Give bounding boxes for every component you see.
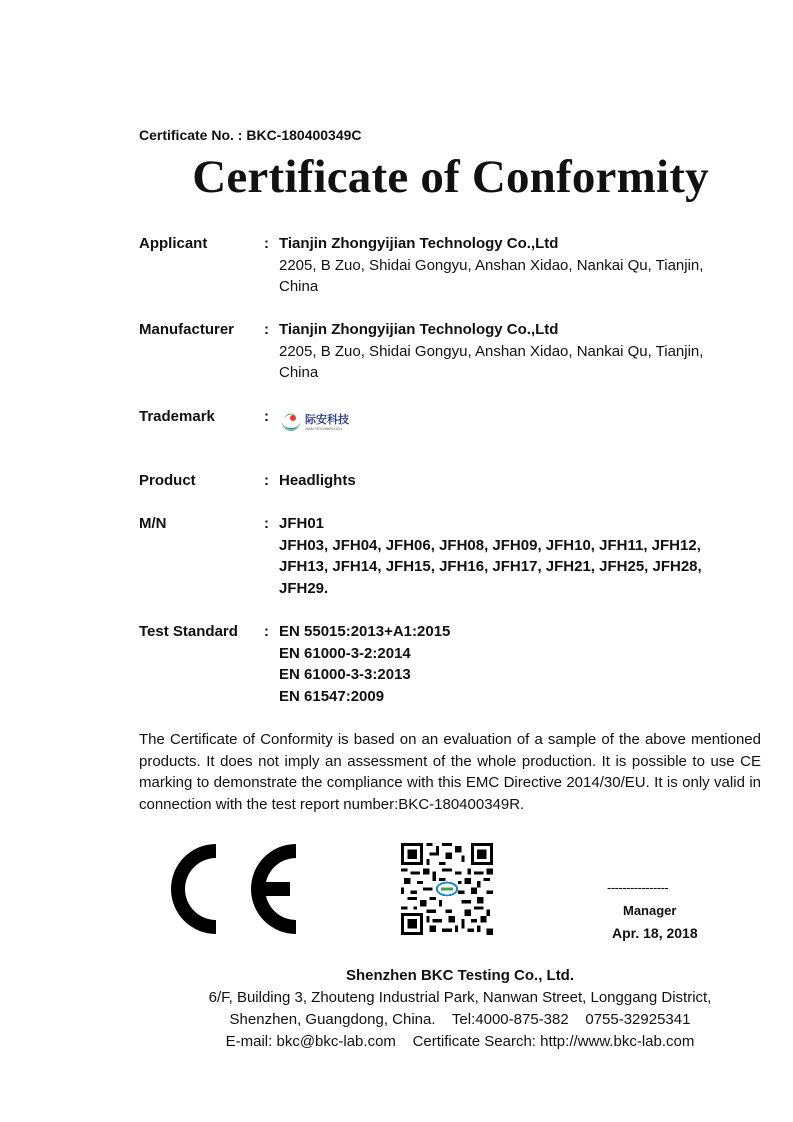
test-standard-line: EN 61000-3-2:2014 xyxy=(279,644,411,662)
model-number-line: JFH01 xyxy=(279,515,325,532)
trademark-logo xyxy=(279,410,749,434)
model-number-line: JFH29. xyxy=(279,580,329,598)
applicant-value xyxy=(279,233,749,298)
test-standard-line: EN 61000-3-3:2013 xyxy=(279,666,411,684)
model-number-line: JFH13, JFH14, JFH15, JFH16, JFH17, JFH21, JFH25, JFH28, xyxy=(279,558,702,576)
qr-code-icon xyxy=(401,843,493,935)
trademark-logo-text xyxy=(305,414,349,431)
page-title: Certificate of Conformity xyxy=(192,151,709,203)
applicant-address-line2: China xyxy=(279,278,319,296)
manufacturer-address-line2: China xyxy=(279,364,319,382)
product-colon: : xyxy=(264,472,269,489)
test-standard-label: Test Standard xyxy=(139,623,238,640)
test-standard-value xyxy=(279,621,749,708)
manufacturer-name: Tianjin Zhongyijian Technology Co.,Ltd xyxy=(279,321,559,338)
manufacturer-colon: : xyxy=(264,321,269,338)
applicant-address-line1: 2205, B Zuo, Shidai Gongyu, Anshan Xidao, Nankai Qu, Tianjin, xyxy=(279,256,704,274)
model-number-value xyxy=(279,513,749,600)
ce-mark-icon xyxy=(164,840,300,938)
test-standard-colon: : xyxy=(264,623,269,640)
trademark-value xyxy=(279,412,749,434)
product-label: Product xyxy=(139,472,196,489)
issuer-footer xyxy=(0,965,793,1053)
applicant-colon: : xyxy=(264,235,269,252)
signatory-role: Manager xyxy=(623,903,677,918)
test-standard-line: EN 55015:2013+A1:2015 xyxy=(279,623,451,640)
manufacturer-value xyxy=(279,319,749,384)
model-number-line: JFH03, JFH04, JFH06, JFH08, JFH09, JFH10, JFH11, JFH12, xyxy=(279,536,701,554)
model-number-label: M/N xyxy=(139,515,167,532)
issuer-contact-line: E-mail: bkc@bkc-lab.com Certificate Search: http://www.bkc-lab.com xyxy=(225,1033,695,1050)
manufacturer-label: Manufacturer xyxy=(139,321,235,338)
trademark-logo-text-cn: 际安科技 xyxy=(305,412,349,426)
applicant-label: Applicant xyxy=(139,235,208,252)
issue-date: Apr. 18, 2018 xyxy=(612,925,698,941)
issuer-address-line2: Shenzhen, Guangdong, China. Tel:4000-875-382 0755-32925341 xyxy=(229,1011,691,1028)
trademark-logo-icon xyxy=(279,410,303,434)
trademark-colon: : xyxy=(264,408,269,425)
test-standard-line: EN 61547:2009 xyxy=(279,688,385,706)
issuer-company-name: Shenzhen BKC Testing Co., Ltd. xyxy=(345,967,575,984)
signature-line: ---------------- xyxy=(607,880,669,895)
conformity-statement: The Certificate of Conformity is based on an evaluation of a sample of the above mentioned products. It does not imply an assessment of the whole production. It is possible to use CE marking to demonstrate the compliance with this EMC Directive 2014/30/EU. It is only valid in connection with the test report number:BKC-180400349R. xyxy=(139,731,761,814)
trademark-label: Trademark xyxy=(139,408,215,425)
manufacturer-address-line1: 2205, B Zuo, Shidai Gongyu, Anshan Xidao, Nankai Qu, Tianjin, xyxy=(279,342,704,360)
certificate-number: Certificate No. : BKC-180400349C xyxy=(139,127,362,143)
applicant-name: Tianjin Zhongyijian Technology Co.,Ltd xyxy=(279,235,559,252)
product-value: Headlights xyxy=(279,472,356,489)
issuer-address-line1: 6/F, Building 3, Zhouteng Industrial Park, Nanwan Street, Longgang District, xyxy=(208,989,712,1006)
trademark-logo-text-en: JIAN TECHNOLOGY xyxy=(305,425,343,431)
model-number-colon: : xyxy=(264,515,269,532)
